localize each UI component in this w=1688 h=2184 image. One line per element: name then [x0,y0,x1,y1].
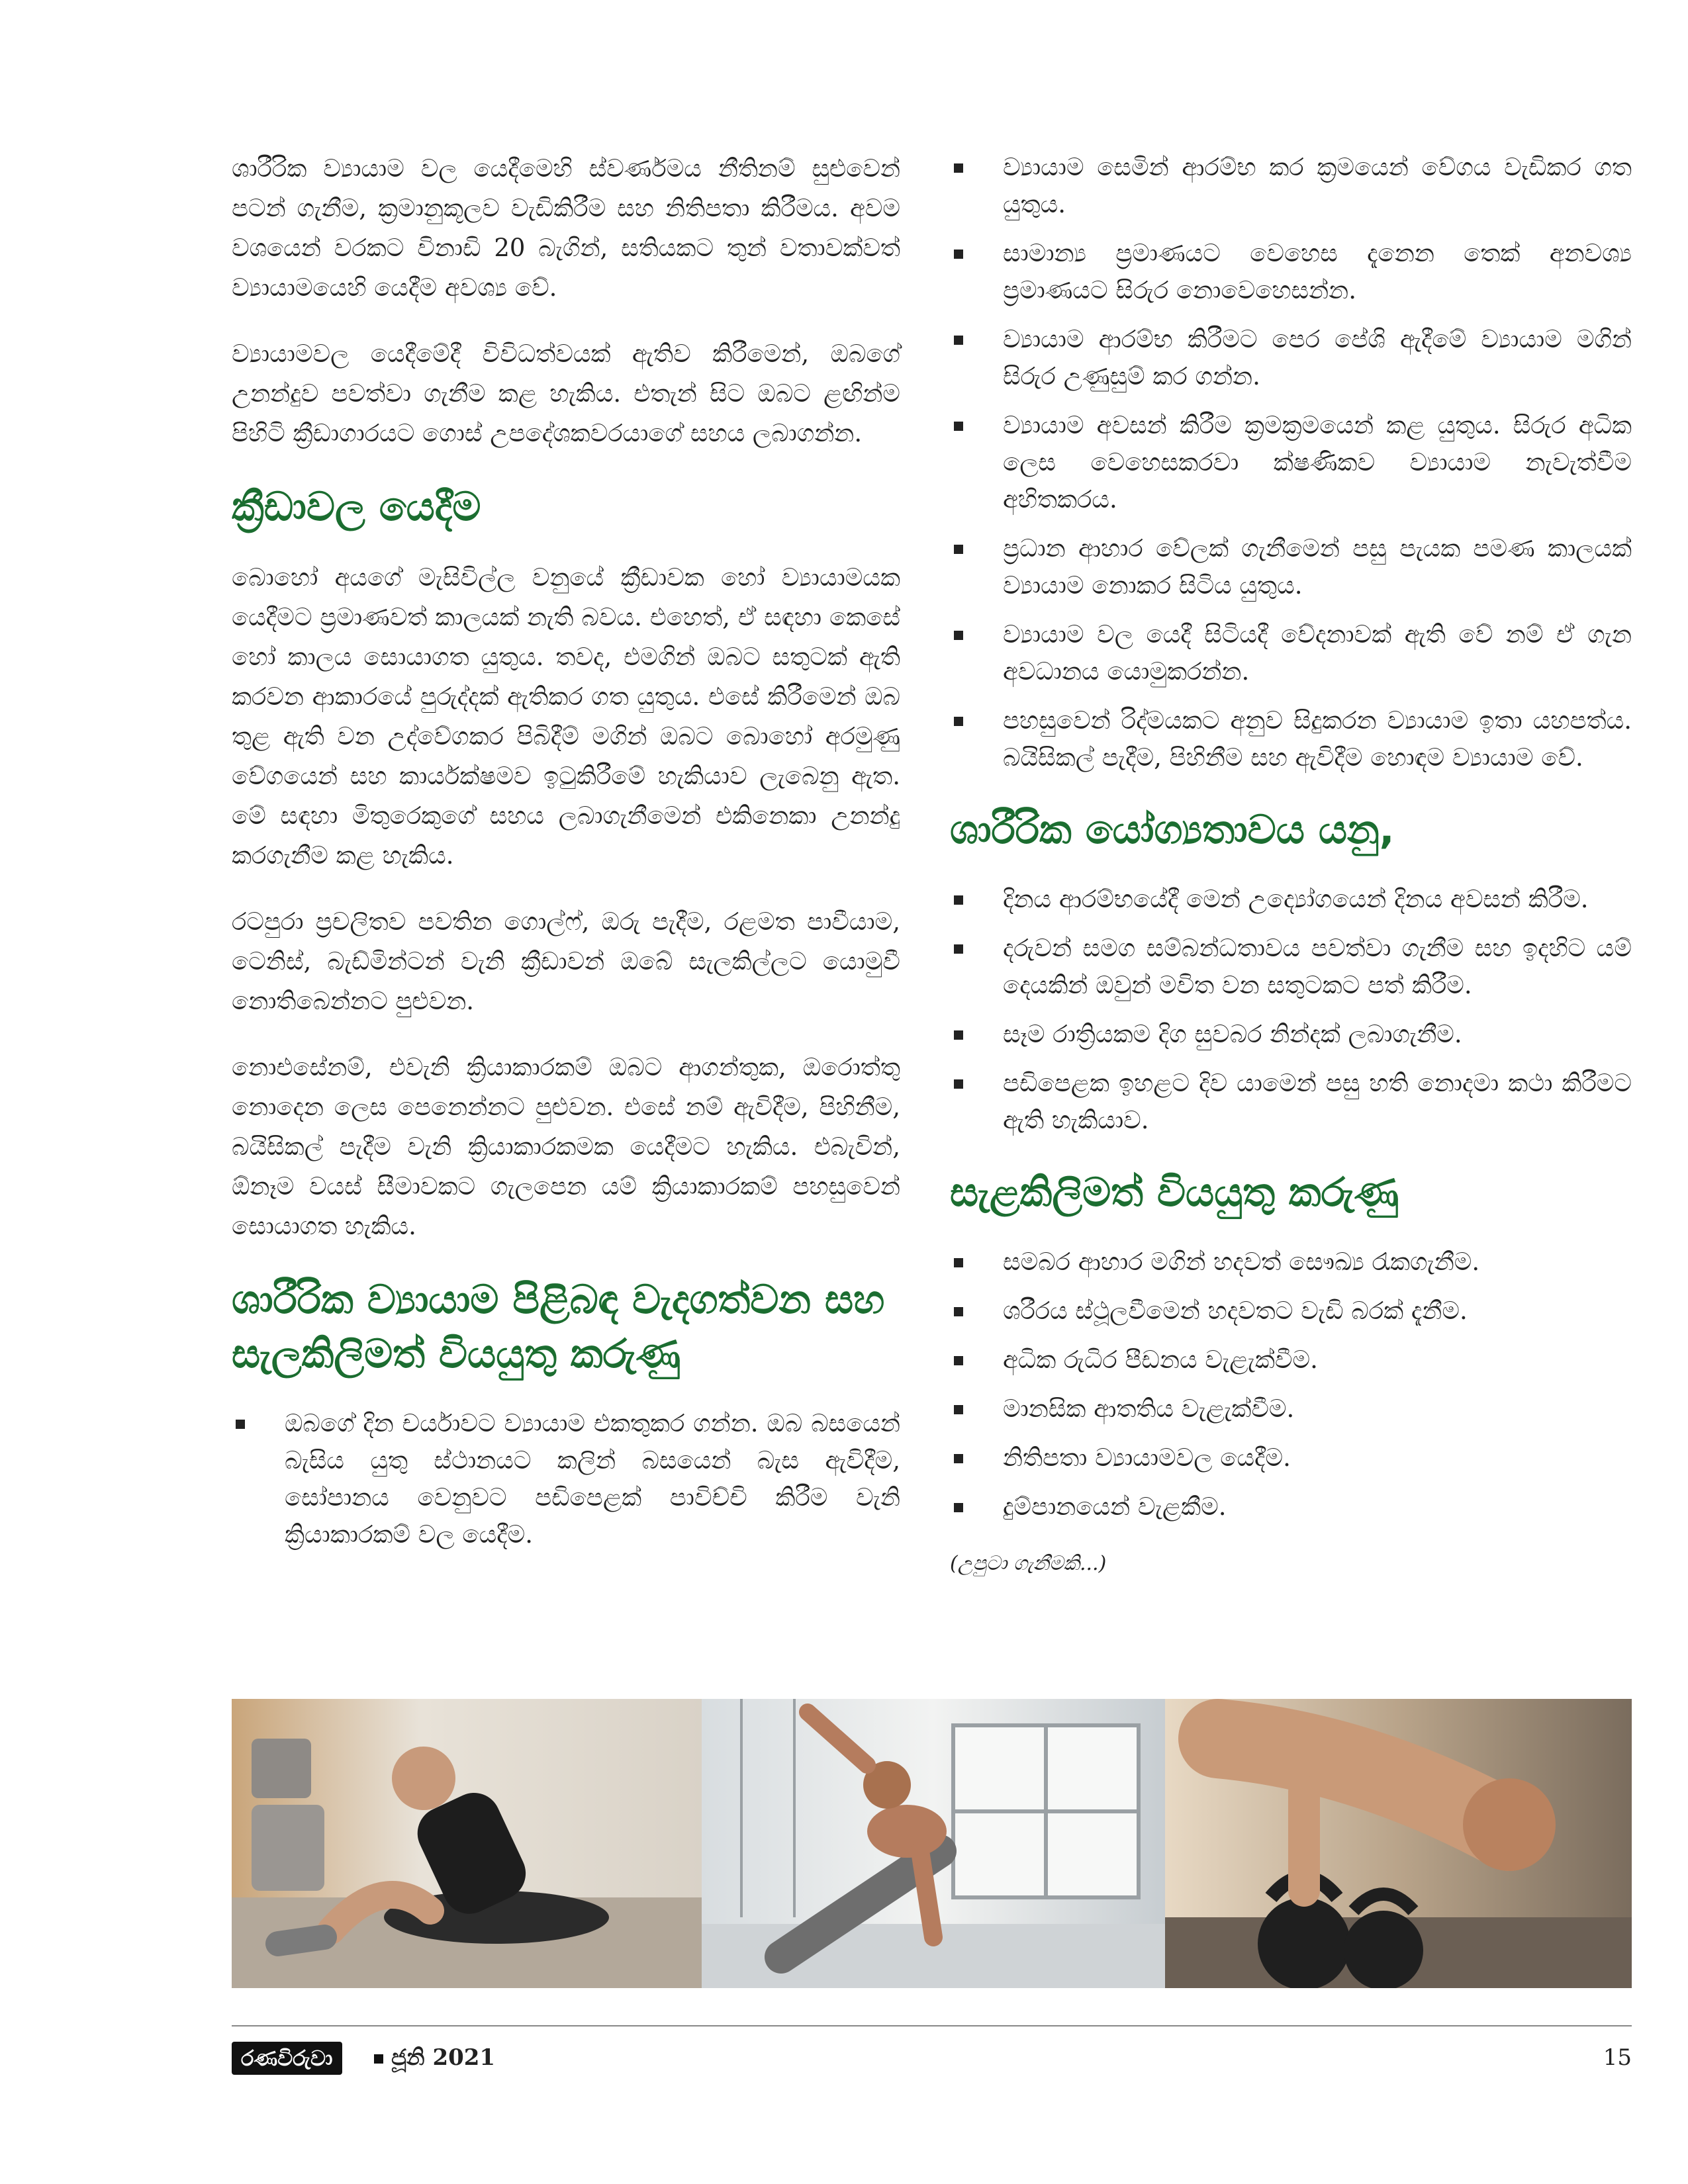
list-item [950,930,1632,1004]
magazine-logo: රණවිරුවා [232,2042,342,2075]
left-column [232,149,900,1580]
list-item [950,321,1632,395]
bullet-square-icon [954,895,963,905]
list-item [950,1244,1632,1281]
kettlebell-figure-icon [1165,1699,1632,1988]
list-item [950,235,1632,309]
crunch-figure-icon [232,1699,702,1988]
kettlebell-pushup-photo [1165,1699,1632,1988]
paragraph: ව්‍යායාමවල යෙදීමේදී විවිධත්වයක් ඇතිව කිරීමෙන්, ඔබගේ උනන්දුව පවත්වා ගැනීම කළ හැකිය. එතැන් සිට ඔබට ළඟින්ම පිහිටි ක්‍රීඩාගාරයට ගොස් උපදේශකවරයාගේ සහය ලබාගන්න. [232,340,900,447]
list-item-text: ප්‍රධාන ආහාර වේලක් ගැනීමෙන් පසු පැයක පමණ කාලයක් ව්‍යායාම නොකර සිටිය යුතුය. [1003,534,1632,600]
list-item-text: පහසුවෙන් රිද්මයකට අනුව සිදුකරන ව්‍යායාම ඉතා යහපත්ය. බයිසිකල් පැදීම, පිහිනීම සහ ඇවිදීම හොඳම ව්‍යායාම වේ. [1003,706,1632,772]
side-plank-figure-icon [702,1699,1165,1988]
list-item [232,1405,900,1553]
section-heading: ක්‍රීඩාවල යෙදීම [232,484,481,530]
bullet-square-icon [954,1307,963,1316]
paragraph: ශාරීරික ව්‍යායාම වල යෙදීමෙහි ස්වර්ණමය නීතිනම් සුළුවෙන් පටන් ගැනීම, ක්‍රමානුකූලව වැඩිකිරීම සහ නිතිපතා කිරීමය. අවම වශයෙන් වරකට විනාඩි 20 බැගින්, සතියකට තුන් වතාවක්වත් ව්‍යායාමයෙහි යෙදීම අවශ්‍ය වේ. [232,154,900,302]
source-note: (උපුටා ගැනීමකි...) [950,1552,1107,1575]
list-item-text: ඔබගේ දින චර්යාවට ව්‍යායාම එකතුකර ගන්න. ඔබ බසයෙන් බැසිය යුතු ස්ථානයට කලින් බසයෙන් බැස ඇවිදීම, සෝපානය වෙනුවට පඩිපෙළක් පාවිච්චි කිරීම වැනි ක්‍රියාකාරකම් වල යෙදීම. [285,1409,900,1549]
bullet-square-icon [954,631,963,640]
list-item [950,1439,1632,1477]
list-item [950,149,1632,223]
list-item-text: ව්‍යායාම ආරම්භ කිරීමට පෙර පේශි ඇදීමේ ව්‍යායාම මගින් සිරුර උණුසුම් කර ගන්න. [1003,325,1632,390]
list-item-text: සාමාන්‍ය ප්‍රමාණයට වෙහෙස දැනෙන තෙක් අනවශ්‍ය ප්‍රමාණයට සිරුර නොවෙහෙසන්න. [1003,239,1632,304]
list-item-text: දුම්පානයෙන් වැළකීම. [1003,1492,1227,1521]
bullet-square-icon [954,163,963,173]
crunch-exercise-photo [232,1699,702,1988]
list-item-text: දිනය ආරම්භයේදී මෙන් උද්‍යෝගයෙන් දිනය අවසන් කිරීම. [1003,885,1589,913]
bullet-square-icon [954,944,963,954]
list-item [950,616,1632,690]
list-item [950,1342,1632,1379]
paragraph: නොඑසේනම්, එවැනි ක්‍රියාකාරකම් ඔබට ආගන්තුක, ඔරොත්තු නොදෙන ලෙස පෙනෙන්නට පුළුවන. එසේ නම් ඇවිදීම, පිහිනීම, බයිසිකල් පැදීම වැනි ක්‍රියාකාරකමක යෙදීමට හැකිය. එබැවින්, ඕනෑම වයස් සීමාවකට ගැලපෙන යම් ක්‍රියාකාරකම් පහසුවෙන් සොයාගත හැකිය. [232,1053,900,1240]
bullet-list [950,1244,1632,1525]
list-item-text: දරුවන් සමග සම්බන්ධතාවය පවත්වා ගැනීම සහ ඉදහිට යම් දෙයකින් ඔවුන් මවිත වන සතුටකට පත් කිරීම. [1003,934,1632,999]
list-item-text: ව්‍යායාම වල යෙදී සිටියදී වේදනාවක් ඇති වේ නම් ඒ ගැන අවධානය යොමුකරන්න. [1003,620,1632,686]
list-item [950,530,1632,604]
page-number: 15 [1603,2044,1632,2071]
paragraph: බොහෝ අයගේ මැසිවිල්ල වනුයේ ක්‍රීඩාවක හෝ ව්‍යායාමයක යෙදීමට ප්‍රමාණවත් කාලයක් නැති බවය. එහෙත්, ඒ සඳහා කෙසේ හෝ කාලය සොයාගත යුතුය. තවද, එමගින් ඔබට සතුටක් ඇති කරවන ආකාරයේ පුරුද්දක් ඇතිකර ගත යුතුය. එසේ කිරීමෙන් ඔබ තුළ ඇති වන උද්වේගකර පිබිදීම් මගින් ඔබට බොහෝ අරමුණු වේගයෙන් සහ කාර්යක්ෂමව ඉටුකිරීමේ හැකියාව ලැබෙනු ඇත. මේ සඳහා මිතුරෙකුගේ සහය ලබාගැනීමෙන් එකිනෙකා උනන්දු කරගැනීම කළ හැකිය. [232,563,900,870]
bullet-square-icon [954,717,963,726]
bullet-square-icon [954,250,963,259]
list-item [950,1016,1632,1053]
bullet-square-icon [954,1258,963,1267]
list-item [950,1390,1632,1428]
bullet-square-icon [954,1454,963,1463]
bullet-square-icon [954,1356,963,1365]
issue-date [374,2044,495,2071]
list-item [950,1488,1632,1525]
list-item-text: ව්‍යායාම සෙමින් ආරම්භ කර ක්‍රමයෙන් වේගය වැඩිකර ගත යුතුය. [1003,153,1632,218]
list-item-text: මානසික ආතතිය වැළැක්වීම. [1003,1394,1295,1423]
bullet-square-icon [954,1503,963,1512]
right-column [950,149,1632,1575]
bullet-list [950,881,1632,1139]
section-heading: ශාරීරික යෝග්‍යතාවය යනු, [950,807,1395,853]
bullet-square-icon [236,1420,245,1429]
bullet-square-icon [954,1405,963,1414]
paragraph: රටපුරා ප්‍රචලිතව පවතින ගොල්ෆ්, ඔරු පැදීම, රළමත පාවීයාම, ටෙනිස්, බැඩ්මින්ටන් වැනි ක්‍රීඩාවන් ඔබේ සැලකිල්ලට යොමුවී නොතිබෙන්නට පුළුවන. [232,907,900,1015]
footer-divider [232,2025,1632,2026]
list-item-text: ව්‍යායාම අවසන් කිරීම ක්‍රමක්‍රමයෙන් කළ යුතුය. සිරුර අධික ලෙස වෙහෙසකරවා ක්ෂණිකව ව්‍යායාම නැවැත්වීම අහිතකරය. [1003,411,1632,514]
list-item-text: පඩිපෙළක ඉහළට දිව යාමෙන් පසු හති නොදමා කථා කිරීමට ඇති හැකියාව. [1003,1069,1632,1134]
bullet-list [232,1405,900,1553]
bullet-square-icon [954,1079,963,1089]
list-item-text: අධික රුධිර පීඩනය වැළැක්වීම. [1003,1345,1318,1374]
photo-strip [232,1699,1632,1988]
list-item-text: සමබර ආහාර මගින් හදවත් සෞඛ්‍ය රැකගැනීම. [1003,1248,1480,1276]
bullet-square-icon [954,1030,963,1040]
list-item [950,881,1632,918]
list-item [950,1293,1632,1330]
list-item-text: සෑම රාත්‍රියකම දිග සුවබර නින්දක් ලබාගැනීම. [1003,1020,1462,1048]
footer [232,2042,1632,2081]
bullet-list [950,149,1632,776]
section-heading: සැළකිලිමත් වියයුතු කරුණු [950,1169,1399,1216]
bullet-square-icon [374,2054,383,2064]
bullet-square-icon [954,422,963,431]
list-item [950,702,1632,776]
list-item-text: ශරීරය ස්ථූලවීමෙන් හදවතට වැඩි බරක් දැනීම. [1003,1297,1468,1325]
bullet-square-icon [954,336,963,345]
list-item-text: නිතිපතා ව්‍යායාමවල යෙදීම. [1003,1443,1291,1472]
list-item [950,1065,1632,1139]
bullet-square-icon [954,545,963,554]
list-item [950,407,1632,518]
section-heading: ශාරීරික ව්‍යායාම පිළිබඳ වැදගත්වන සහ සැලකිලිමත් වියයුතු කරුණු [232,1277,885,1377]
side-plank-photo [702,1699,1165,1988]
issue-date-text: ජූනි 2021 [391,2044,496,2071]
